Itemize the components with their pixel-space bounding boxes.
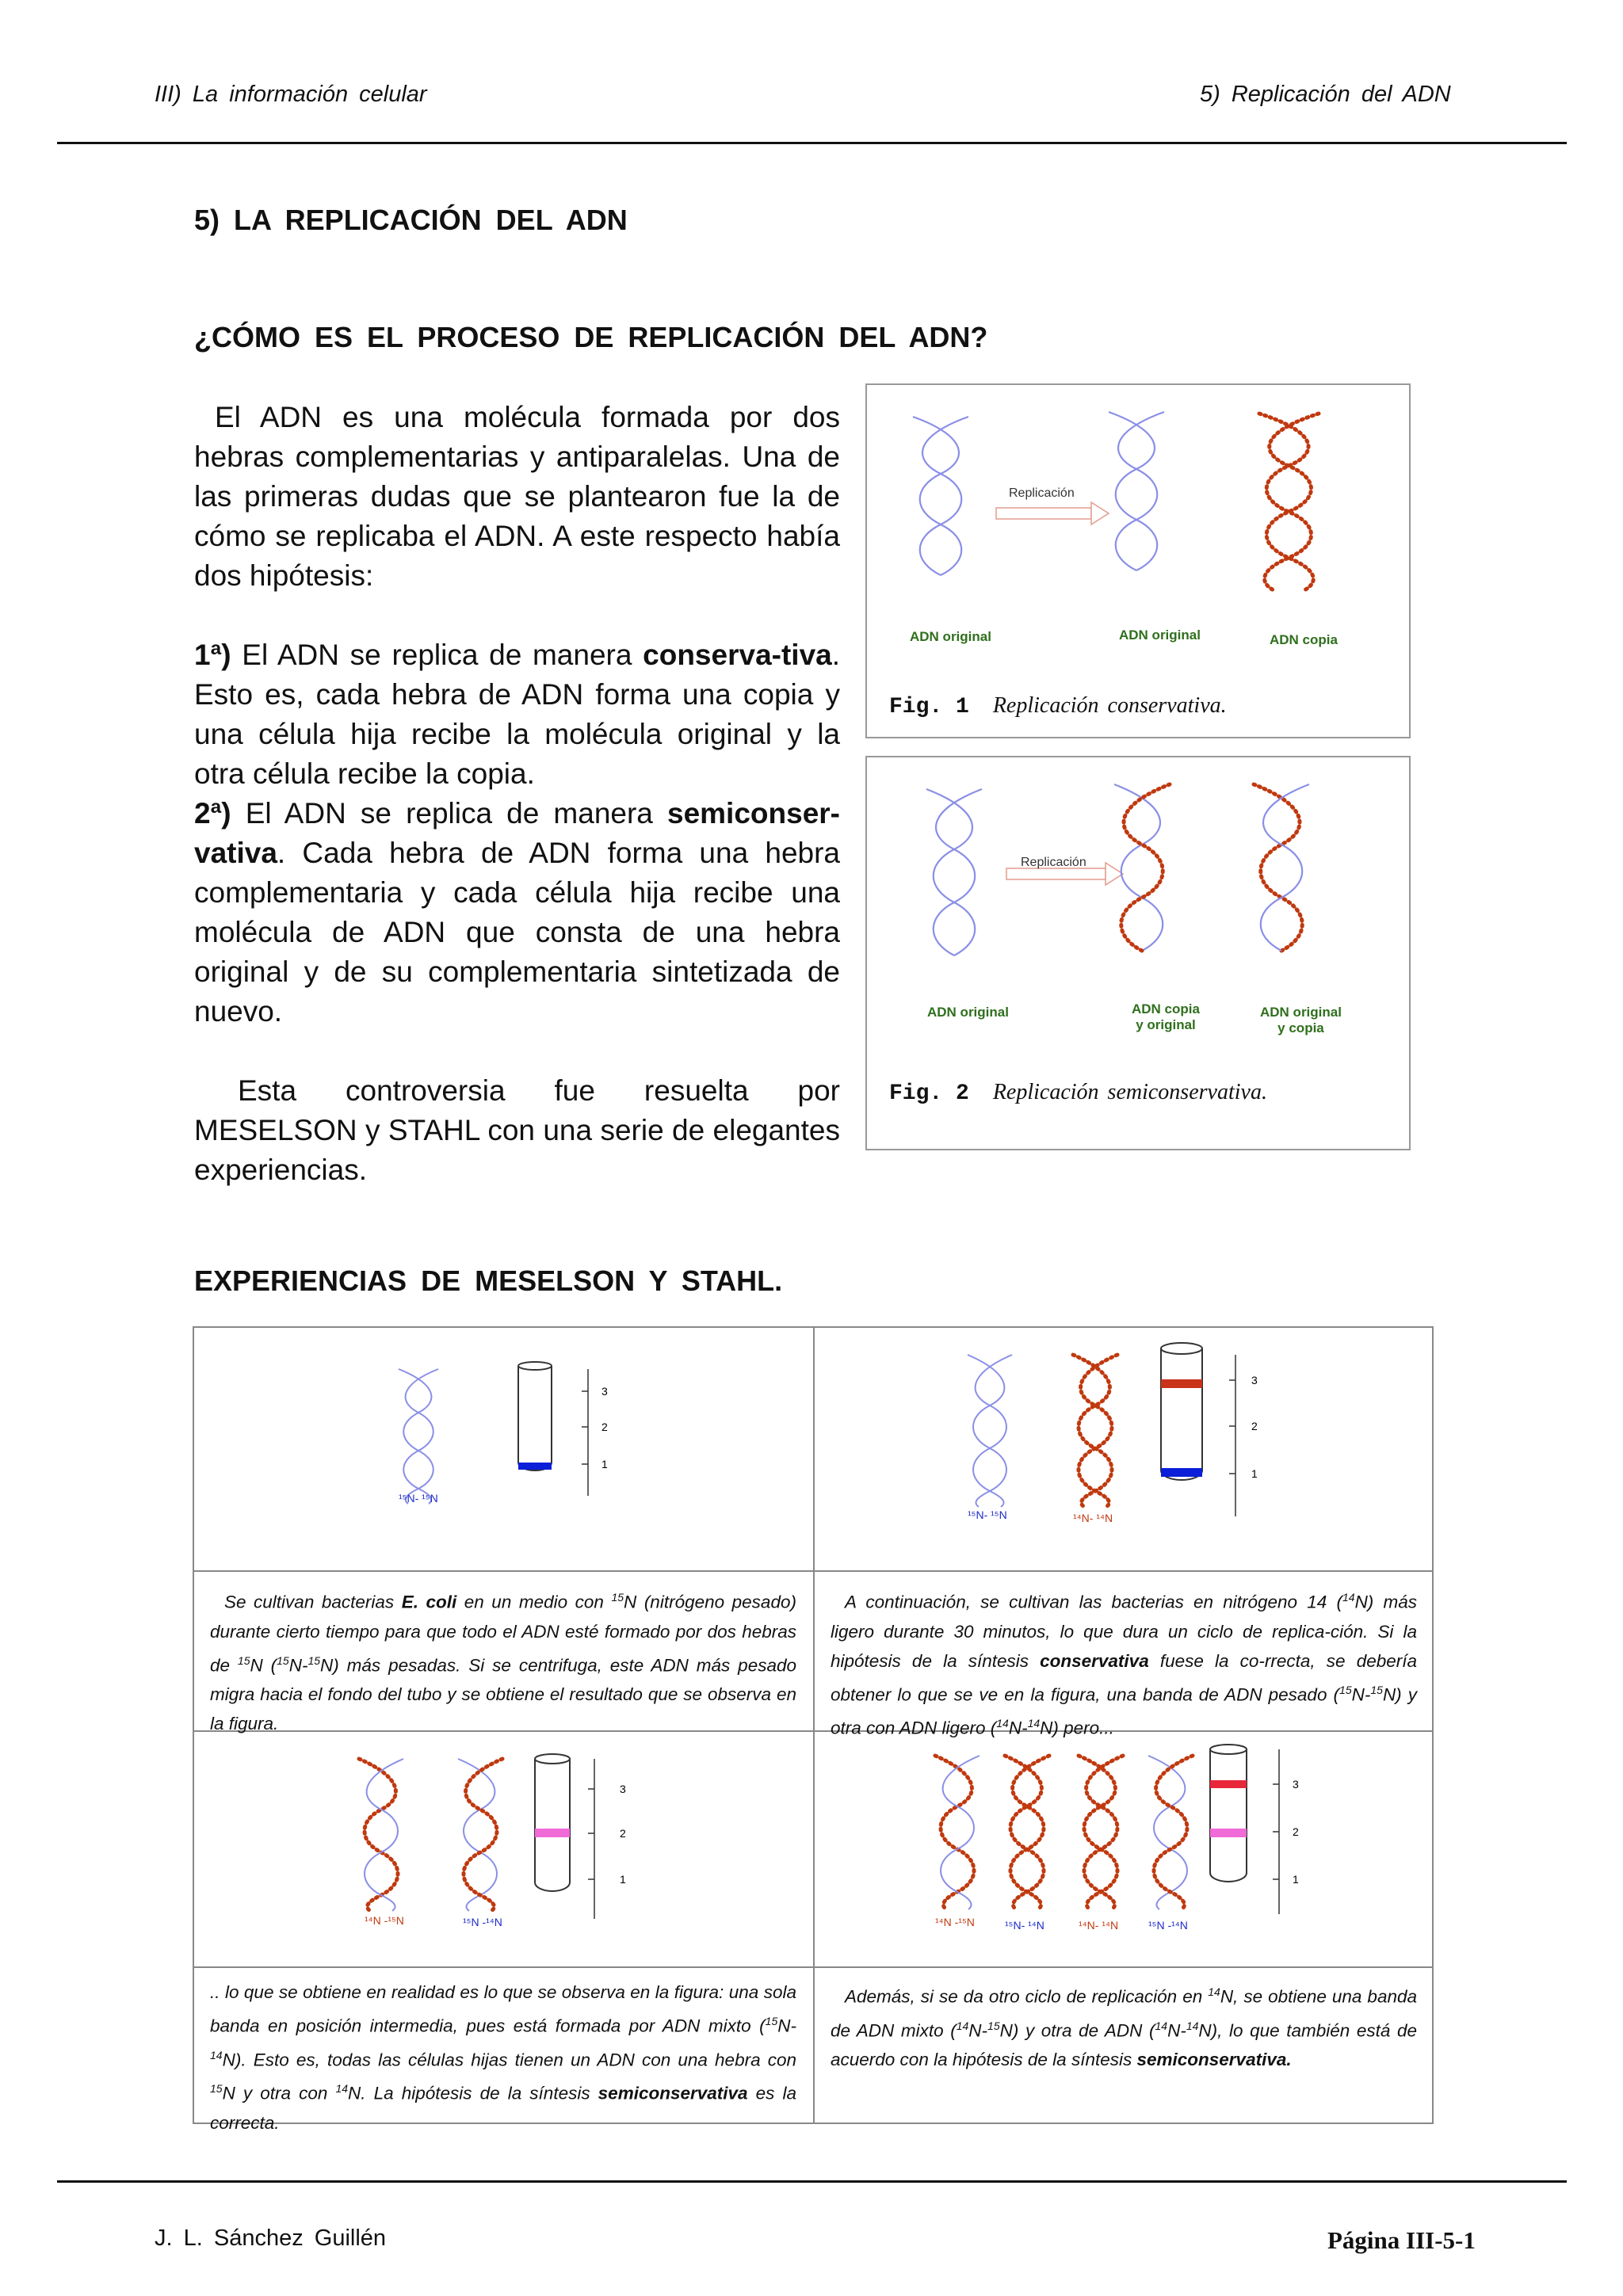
cell-2-text-part: N) más ligero durante 30 minutos, lo que dura un ciclo de replica-ción. Si la hipótesis de la síntesis <box>831 1592 1418 1671</box>
footer-author: J. L. Sánchez Guillén <box>155 2225 387 2251</box>
cell-4-text-part: N), lo que también está de acuerdo con la hipótesis de la síntesis <box>831 2020 1418 2069</box>
cell-1-text-part: Se cultivan bacterias <box>224 1592 402 1612</box>
experiments-table <box>193 1326 1434 2133</box>
cell-3-text-part: N- <box>777 2016 796 2036</box>
hypothesis-2-bold: semiconser-vativa <box>194 797 840 869</box>
hypothesis-2-pre: El ADN se replica de manera <box>245 797 653 830</box>
cell-4-text-part: N- <box>968 2020 988 2040</box>
isotope-light: ¹⁴N- ¹⁴N <box>1079 1919 1119 1932</box>
band-intermediate <box>1210 1829 1247 1837</box>
cell-1-text-part: N (nitrógeno pesado) durante cierto tiempo para que todo el ADN esté formado por dos hebras de <box>210 1592 796 1675</box>
cell-4-diagram <box>815 1732 1433 1966</box>
header-left: III) La información celular <box>155 82 427 107</box>
superscript: 15 <box>277 1653 289 1667</box>
scale-1 <box>582 1369 588 1496</box>
superscript: 14 <box>1155 2019 1168 2032</box>
cell-4-text <box>831 1978 1417 2074</box>
tick-3: 3 <box>1293 1778 1299 1791</box>
question-title: ¿CÓMO ES EL PROCESO DE REPLICACIÓN DEL ADN? <box>194 321 988 353</box>
cell-4-text-part: N- <box>1167 2020 1186 2040</box>
cell-2-text-part: N) y otra con ADN ligero ( <box>831 1684 1418 1738</box>
superscript: 14 <box>335 2082 349 2095</box>
footer-rule <box>57 2180 1567 2183</box>
isotope-mixed: ¹⁵N- ¹⁴N <box>1005 1919 1044 1932</box>
superscript: 15 <box>237 1653 250 1667</box>
centrifuge-tube-4 <box>1210 1745 1247 1882</box>
intro-text <box>194 398 840 1190</box>
cell-1-text-bold: E. coli <box>401 1592 457 1612</box>
hypothesis-1-pre: El ADN se replica de manera <box>242 639 632 671</box>
figure-1-caption-text: Replicación conservativa. <box>992 693 1227 718</box>
helix-original-and-copy <box>1254 784 1309 951</box>
isotope-heavy: ¹⁵N- ¹⁵N <box>399 1492 438 1505</box>
helix-original-2 <box>1109 412 1164 570</box>
helix-4-2 <box>1005 1756 1049 1909</box>
cell-4-text-part: Además, si se da otro ciclo de replicación en <box>845 1986 1209 2007</box>
cell-3-text-part: es la correcta. <box>210 2083 796 2133</box>
superscript: 14 <box>1208 1985 1220 1998</box>
cell-1-text-part: N- <box>288 1655 308 1675</box>
isotope-mixed: ¹⁵N -¹⁴N <box>463 1916 502 1928</box>
cell-3-diagram <box>194 1732 812 1966</box>
isotope-mixed: ¹⁴N -¹⁵N <box>935 1916 975 1928</box>
figure-1 <box>865 383 1411 738</box>
cell-1-text-part: en un medio con <box>456 1592 612 1612</box>
figure-2-number: Fig. 2 <box>889 1081 969 1106</box>
scale-2 <box>1229 1355 1235 1516</box>
tick-2: 2 <box>601 1421 608 1433</box>
band-light <box>1210 1780 1247 1788</box>
superscript: 14 <box>996 1717 1009 1730</box>
header-right: 5) Replicación del ADN <box>1200 82 1451 107</box>
cell-2-text-part: N- <box>1351 1684 1371 1704</box>
centrifuge-tube-2 <box>1161 1343 1202 1480</box>
cell-1-text-part: N) más pesadas. Si se centrifuga, este ADN más pesado migra hacia el fondo del tubo y se obtiene el resultado que se observa en la figura. <box>210 1655 796 1733</box>
hypothesis-2 <box>194 794 840 1032</box>
intro-paragraph: El ADN es una molécula formada por dos hebras complementarias y antiparalelas. Una de las primeras dudas que se plantearon fue la de cómo se replicaba el ADN. A este respecto había dos hipótesis: <box>194 401 840 592</box>
helix-heavy <box>968 1355 1012 1507</box>
figure-2-label-original: ADN original <box>927 1005 1009 1020</box>
cell-2-text-part: fuese la co-rrecta, se debería obtener lo que se ve en la figura, una banda de ADN pesado ( <box>831 1650 1417 1704</box>
tick-1: 1 <box>620 1873 626 1886</box>
isotope-mixed: ¹⁴N -¹⁵N <box>365 1914 404 1927</box>
superscript: 15 <box>1370 1683 1383 1696</box>
cell-3-text <box>210 1978 796 2138</box>
superscript: 14 <box>956 2019 969 2032</box>
header-rule <box>57 142 1567 144</box>
helix-mixed-2 <box>458 1759 502 1911</box>
figure-1-label-copy: ADN copia <box>1270 632 1338 647</box>
cell-3-text-part: N). Esto es, todas las células hijas tienen un ADN con una hebra con <box>222 2050 796 2069</box>
isotope-mixed: ¹⁵N -¹⁴N <box>1148 1919 1188 1932</box>
centrifuge-tube-3 <box>535 1754 570 1891</box>
figure-2-label-copy-line2: y original <box>1136 1017 1196 1032</box>
superscript: 14 <box>1027 1717 1041 1730</box>
helix-original-1 <box>913 417 968 575</box>
cell-4-text-part: N, se obtiene una banda de ADN mixto ( <box>831 1986 1418 2040</box>
figure-1-label-original: ADN original <box>910 629 991 644</box>
cell-2-text-part: N- <box>1008 1718 1028 1738</box>
superscript: 14 <box>210 2048 223 2061</box>
figure-2-label-original-line2: y copia <box>1277 1020 1324 1035</box>
figure-2-label-original-copy <box>1260 1005 1342 1036</box>
table-divider-1 <box>194 1570 1432 1572</box>
cell-2-text-part: N) pero... <box>1040 1718 1114 1738</box>
helix-4-4 <box>1148 1756 1193 1909</box>
helix-4-3 <box>1079 1756 1123 1909</box>
figure-1-label-original-2: ADN original <box>1119 627 1201 643</box>
cell-2-text <box>831 1583 1417 1743</box>
superscript: 15 <box>765 2015 778 2027</box>
tick-1: 1 <box>601 1458 608 1470</box>
hypothesis-1-bold: conserva-tiva <box>643 639 832 671</box>
band-heavy <box>518 1463 552 1470</box>
footer-page-number: Página III-5-1 <box>1327 2226 1476 2254</box>
superscript: 14 <box>1186 2019 1199 2032</box>
tick-3: 3 <box>620 1783 626 1795</box>
cell-2-text-bold: conservativa <box>1040 1650 1149 1671</box>
superscript: 15 <box>210 2082 223 2095</box>
cell-3-text-part: N. La hipótesis de la síntesis <box>348 2083 598 2103</box>
hypothesis-2-post: . Cada hebra de ADN forma una hebra complementaria y cada célula hija recibe una molécula de ADN que consta de una hebra original y de su complementaria sintetizada de nuevo. <box>194 837 840 1028</box>
hypothesis-1-post: . Esto es, cada hebra de ADN forma una copia y una célula hija recibe la molécula original y la otra célula recibe la copia. <box>194 639 841 790</box>
figure-2-label-copy-line1: ADN copia <box>1132 1001 1200 1016</box>
tick-2: 2 <box>1251 1420 1258 1432</box>
helix-light <box>1073 1355 1117 1507</box>
helix-4-1 <box>935 1756 980 1909</box>
helix-mixed-1 <box>359 1759 403 1911</box>
helix-copy <box>1259 414 1319 591</box>
section-title: 5) LA REPLICACIÓN DEL ADN <box>194 204 628 236</box>
superscript: 15 <box>611 1591 624 1604</box>
replication-arrow <box>996 502 1109 524</box>
hypothesis-1-number: 1ª) <box>194 639 231 671</box>
cell-1-text-part: N ( <box>250 1655 277 1675</box>
scale-4 <box>1273 1749 1279 1914</box>
hypothesis-1 <box>194 635 840 794</box>
centrifuge-tube-1 <box>518 1362 552 1470</box>
band-light <box>1161 1379 1202 1388</box>
cell-3-text-part: .. lo que se obtiene en realidad es lo que se observa en la figura: una sola banda en posición intermedia, pues está formada por ADN mixto ( <box>210 1982 796 2036</box>
cell-1-text <box>210 1583 796 1738</box>
superscript: 15 <box>987 2019 1000 2032</box>
table-divider-3 <box>194 1966 1432 1968</box>
controversy-paragraph: Esta controversia fue resuelta por MESELSON y STAHL con una serie de elegantes experiencias. <box>194 1074 840 1186</box>
figure-2-caption <box>889 1079 1267 1106</box>
superscript: 15 <box>1339 1683 1352 1696</box>
cell-2-diagram <box>815 1328 1433 1569</box>
figure-2-caption-text: Replicación semiconservativa. <box>992 1080 1267 1104</box>
tick-2: 2 <box>620 1827 626 1840</box>
scale-3 <box>588 1759 594 1919</box>
experiments-title: EXPERIENCIAS DE MESELSON Y STAHL. <box>194 1264 783 1297</box>
tick-3: 3 <box>601 1385 608 1398</box>
figure-2-label-copy-original <box>1132 1001 1200 1033</box>
cell-4-text-part: N) y otra de ADN ( <box>999 2020 1155 2040</box>
cell-3-text-part: N y otra con <box>222 2083 336 2103</box>
figure-2-arrow-label: Replicación <box>1021 856 1086 869</box>
band-intermediate <box>535 1829 570 1837</box>
isotope-light: ¹⁴N- ¹⁴N <box>1073 1512 1113 1524</box>
helix-original <box>926 789 982 955</box>
figure-1-arrow-label: Replicación <box>1009 486 1075 500</box>
tick-1: 1 <box>1251 1467 1258 1480</box>
band-heavy <box>1161 1468 1202 1477</box>
tick-3: 3 <box>1251 1374 1258 1386</box>
figure-2 <box>865 756 1411 1150</box>
cell-2-text-part: A continuación, se cultivan las bacterias en nitrógeno 14 ( <box>845 1592 1342 1612</box>
isotope-heavy: ¹⁵N- ¹⁵N <box>968 1508 1007 1521</box>
tick-2: 2 <box>1293 1825 1299 1838</box>
helix-heavy <box>399 1369 438 1504</box>
superscript: 15 <box>307 1653 321 1667</box>
helix-copy-and-original <box>1114 784 1170 951</box>
figure-1-number: Fig. 1 <box>889 695 969 719</box>
cell-4-text-bold: semiconservativa. <box>1136 2050 1292 2069</box>
superscript: 14 <box>1342 1591 1355 1604</box>
cell-3-text-bold: semiconservativa <box>598 2083 748 2103</box>
tick-1: 1 <box>1293 1873 1299 1886</box>
figure-2-label-original-line1: ADN original <box>1260 1005 1342 1020</box>
cell-1-diagram <box>194 1328 812 1569</box>
hypothesis-2-number: 2ª) <box>194 797 231 830</box>
figure-1-caption <box>889 692 1227 719</box>
